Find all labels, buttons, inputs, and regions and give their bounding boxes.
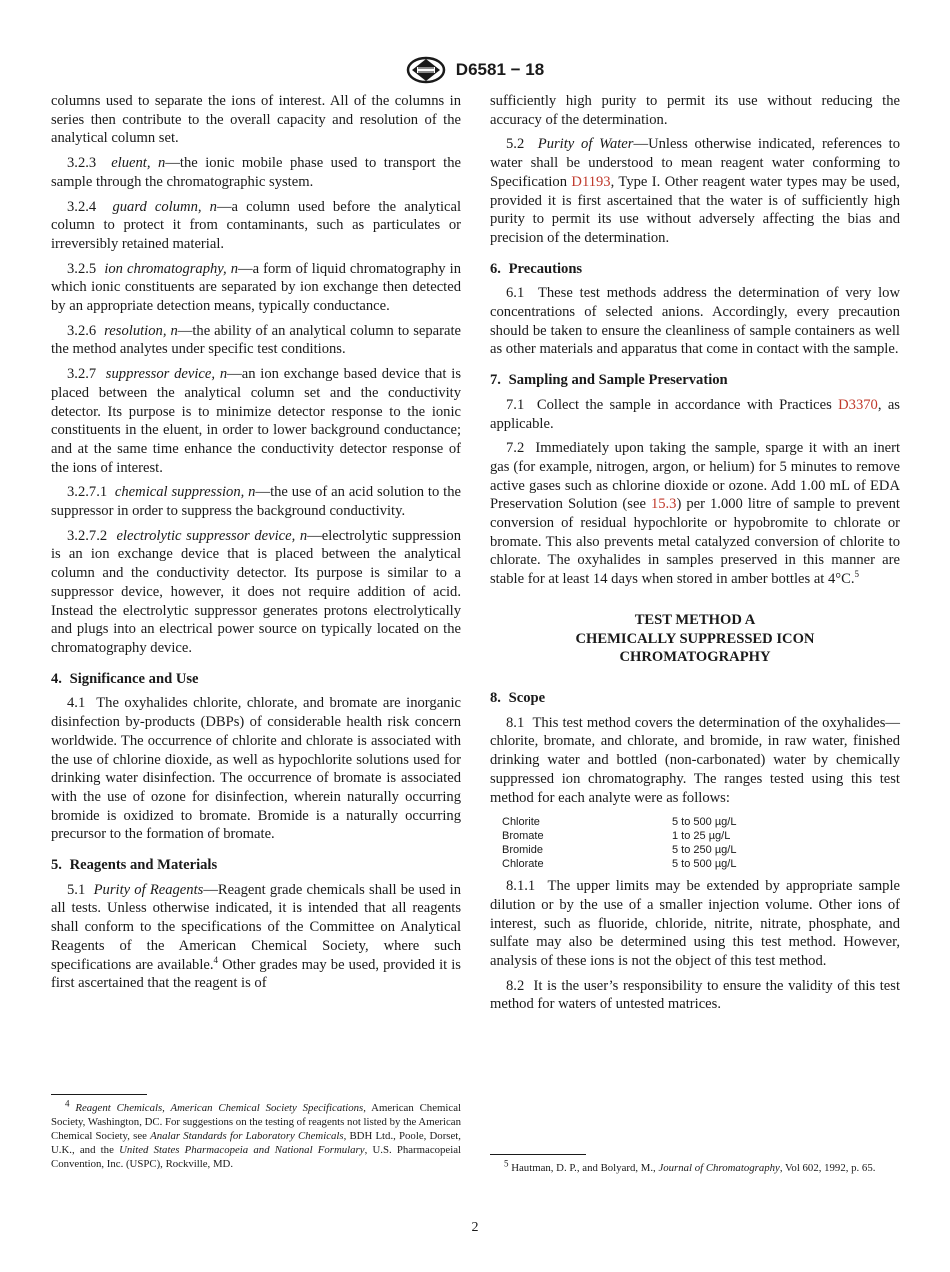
paragraph-3-2-7: 3.2.7 suppressor device, n—an ion exchange based device that is placed between the analytical column set and the conductivity detector. Its purpose is to minimize detector response to the ionic constituents in the eluent, in order to lower background conductance; and at the same time enhance the conductivity detector response of the ions of interest.: [51, 366, 461, 476]
footnote-5: $^5$ Hautman, D. P., and Bolyard, M., Journal of Chromatography, Vol 602, 1992, p. 65.: [504, 1158, 876, 1174]
section-heading-4: 4. Significance and Use: [51, 670, 199, 687]
table-row: Bromide 5 to 250 µg/L: [502, 844, 737, 857]
paragraph-8-1: 8.1 This test method covers the determination of the oxyhalides—chlorite, bromate, and chlorate, and bromide, in raw water, finished drinking water and bottled (non-carbonated) water by chemically suppressed ion chromatography. The ranges tested using this test method for each analyte were as follows:: [490, 714, 900, 806]
paragraph-continued: columns used to separate the ions of interest. All of the columns in series then contribute to the overall capacity and resolution of the analytical column set.: [51, 93, 461, 147]
link-d1193[interactable]: D1193: [571, 173, 611, 190]
section-heading-5: 5. Reagents and Materials: [51, 857, 218, 874]
paragraph-8-1-1: 8.1.1 The upper limits may be extended by appropriate sample dilution or by the use of a smaller injection volume. Other ions of interest, such as fluoride, chloride, nitrite, nitrate, phosphate, and sulfate may also be determined using this test method. However, analysis of these ions is not the object of this test method.: [490, 878, 901, 970]
footnote-divider: [490, 1154, 586, 1155]
paragraph-7-2: 7.2 Immediately upon taking the sample, sparge it with an inert gas (for example, nitrogen, argon, or helium) for 5 minutes to remove active gases such as chlorine dioxide or ozone. Add 1.00 mL of EDA Preservation Solution (see 15.3) per 1.000 litre of sample to prevent conversion of residual hypochlorite or hypobromite to chlorate or bromate. This also prevents metal catalyzed conversion of chlorite to chlorate. The oxyhalides in samples preserved in this manner are stable for at least 14 days when stored in amber bottles at 4°C.$^5$: [490, 440, 901, 588]
paragraph-8-2: 8.2 It is the user’s responsibility to ensure the validity of this test method for waters of untested matrices.: [490, 977, 901, 1013]
paragraph-3-2-3: 3.2.3 eluent, n—the ionic mobile phase used to transport the sample through the chromatographic system.: [51, 155, 461, 190]
page-header: [0, 56, 950, 84]
paragraph-5-1: 5.1 Purity of Reagents—Reagent grade chemicals shall be used in all tests. Unless otherwise indicated, it is intended that all reagents shall conform to the specifications of the Committee on Analytical Reagents of the American Chemical Society, where such specifications are available.$^4$ Other grades may be used, provided it is first ascertained that the reagent is of: [51, 881, 462, 992]
analyte-range-table: [502, 815, 736, 871]
section-heading-6: 6. Precautions: [490, 260, 583, 277]
paragraph-3-2-7-1: 3.2.7.1 chemical suppression, n—the use of an acid solution to the suppressor in order to suppress the background conductivity.: [51, 484, 461, 520]
paragraph-3-2-7-2: 3.2.7.2 electrolytic suppressor device, n—electrolytic suppression is an ion exchange device that is placed between the analytical column and the conductivity detector. Its purpose is similar to a suppressor device, however, it does not require addition of acid. Instead the electrolytic suppressor generates protons electrolytically and plugs into an electrical power source on typically located on the chromatography device.: [51, 527, 461, 656]
table-row: Chlorite 5 to 500 µg/L: [502, 816, 737, 829]
table-row: Bromate 1 to 25 µg/L: [502, 830, 731, 843]
paragraph-4-1: 4.1 The oxyhalides chlorite, chlorate, and bromate are inorganic disinfection by-products (DBPs) of considerable health risk concern worldwide. The occurrence of chlorite and chlorate is associated with the use of chlorine dioxide, as well as hypochlorite solutions used for drinking water disinfection. The occurrence of bromate is associated with the use of ozone for disinfection, wherein naturally occurring bromide is oxidized to bromate. Bromide is a naturally occurring precursor to the formation of bromate.: [51, 695, 461, 843]
left-column: [51, 92, 461, 999]
document-designation: D6581 − 18: [455, 60, 545, 79]
paragraph-continued-right: sufficiently high purity to permit its use without reducing the accuracy of the determination.: [490, 93, 900, 128]
footnote-divider: [51, 1094, 147, 1095]
footnote-block-5: [490, 1154, 900, 1175]
footnote-ref-5[interactable]: 5: [854, 569, 860, 580]
paragraph-6-1: 6.1 These test methods address the determination of very low concentrations of selected anions. Accordingly, every precaution should be taken to ensure the cleanliness of sample containers as well as other materials and apparatus that come in contact with the sample.: [490, 285, 900, 358]
section-heading-7: 7. Sampling and Sample Preservation: [490, 372, 728, 389]
paragraph-7-1: 7.1 Collect the sample in accordance with Practices D3370, as applicable.: [490, 396, 900, 432]
test-method-heading: TEST METHOD A CHEMICALLY SUPPRESSED ICON CHROMATOGRAPHY: [575, 611, 815, 666]
paragraph-5-2: 5.2 Purity of Water—Unless otherwise indicated, references to water shall be understood to mean reagent water conforming to Specification D1193, Type I. Other reagent water types may be used, provided it is first ascertained that the water is of sufficiently high purity to permit its use without adversely affecting the bias and precision of the determination.: [490, 136, 901, 246]
paragraph-3-2-6: 3.2.6 resolution, n—the ability of an analytical column to separate the method analytes under specific test conditions.: [51, 322, 461, 358]
footnote-block-4: [51, 1094, 461, 1171]
paragraph-3-2-4: 3.2.4 guard column, n—a column used before the analytical column to protect it from contaminants, such as particulates or irreversibly retained material.: [51, 198, 462, 252]
page-number: 2: [471, 1220, 479, 1235]
footnote-4: $^4$ Reagent Chemicals, American Chemical Society Specifications, American Chemical Society, Washington, DC. For suggestions on the testing of reagents not listed by the American Chemical Society, see Analar Standards for Laboratory Chemicals, BDH Ltd., Poole, Dorset, U.K., and the United States Pharmacopeia and National Formulary, U.S. Pharmacopeial Convention, Inc. (USPC), Rockville, MD.: [51, 1098, 462, 1170]
link-d3370[interactable]: D3370: [838, 396, 878, 413]
astm-logo-icon: [406, 56, 446, 84]
right-column: [490, 92, 900, 1020]
table-row: Chlorate 5 to 500 µg/L: [502, 858, 737, 871]
footnote-ref-4[interactable]: 4: [213, 954, 219, 965]
paragraph-3-2-5: 3.2.5 ion chromatography, n—a form of liquid chromatography in which ionic constituents are separated by ion exchange then detected by an appropriate detection means, typically conductance.: [51, 260, 461, 315]
link-15-3[interactable]: 15.3: [650, 496, 677, 513]
section-heading-8: 8. Scope: [490, 689, 546, 706]
